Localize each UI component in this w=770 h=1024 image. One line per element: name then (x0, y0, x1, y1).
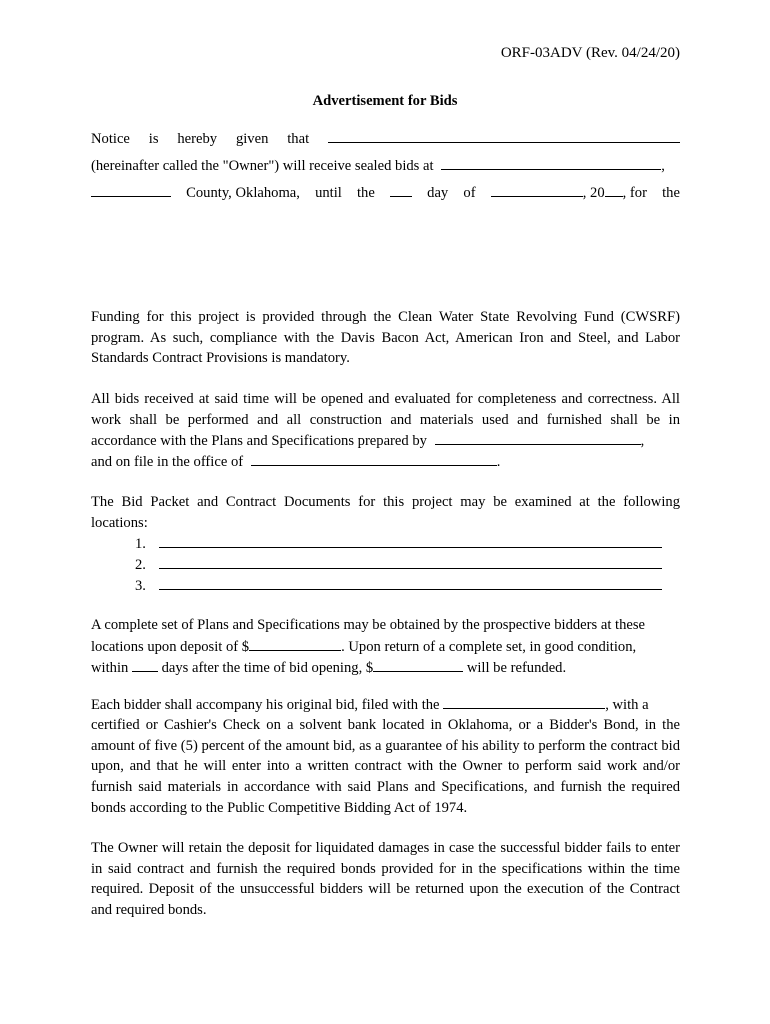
bids-paragraph (91, 389, 680, 452)
location-2-blank[interactable] (159, 554, 662, 569)
notice-line-3 (91, 182, 680, 202)
location-number: 3. (135, 578, 146, 594)
location-1-blank[interactable] (159, 533, 662, 548)
year-prefix: , 20 (582, 185, 605, 201)
day-text: day (427, 185, 449, 201)
refund-text: will be refunded. (466, 660, 567, 676)
deposit-paragraph: The Owner will retain the deposit for liquidated damages in case the successful bidder fails to enter in said contract and furnish the required bonds provided for in the specifications within the time required. Deposit of the unsuccessful bidders will be returned upon the execution of the Contract and required bonds. (91, 840, 680, 919)
day-blank[interactable] (390, 182, 412, 197)
bidder-line-1 (91, 694, 680, 714)
bidder-text-2: , with a (605, 697, 649, 713)
owner-name-blank[interactable] (328, 128, 680, 143)
county-blank[interactable] (91, 182, 171, 197)
days-text: days after the time of bid opening, $ (161, 660, 374, 676)
notice-line-1 (91, 128, 680, 148)
notice-owner-text: (hereinafter called the "Owner") will receive sealed bids at (91, 158, 434, 174)
location-item (135, 554, 662, 575)
location-item (135, 533, 662, 554)
location-number: 2. (135, 557, 146, 573)
office-text: and on file in the office of (91, 454, 244, 470)
month-blank[interactable] (491, 182, 583, 197)
funding-paragraph: Funding for this project is provided through the Clean Water State Revolving Fund (CWSRF) program. As such, compliance with the Davis Bacon Act, American Iron and Steel, and Labor Standards Contract Provisions is mandatory. (91, 309, 680, 367)
plans-line-2 (91, 636, 680, 656)
notice-word: hereby (177, 131, 218, 147)
form-identifier: ORF-03ADV (Rev. 04/24/20) (500, 45, 680, 61)
location-3-blank[interactable] (159, 575, 662, 590)
office-blank[interactable] (251, 451, 497, 466)
of-text: of (463, 185, 476, 201)
location-number: 1. (135, 536, 146, 552)
the-text: the (357, 185, 375, 201)
days-blank[interactable] (132, 657, 158, 672)
plans-text-1: A complete set of Plans and Specifications may be obtained by the prospective bidders at these (91, 617, 646, 633)
notice-line-2 (91, 155, 680, 175)
notice-word: Notice (91, 131, 130, 147)
deposit-text: locations upon deposit of $ (91, 639, 250, 655)
refund-amount-blank[interactable] (373, 657, 463, 672)
filed-with-blank[interactable] (443, 694, 605, 709)
for-text: , for (622, 185, 647, 201)
plans-line-3 (91, 657, 680, 677)
notice-word: given (235, 131, 269, 147)
prepared-by-blank[interactable] (435, 430, 641, 445)
the-text-2: the (662, 185, 680, 201)
notice-comma: , (661, 158, 665, 174)
bidder-paragraph: certified or Cashier's Check on a solvent bank located in Oklahoma, or a Bidder's Bond, in the amount of five (5) percent of the amount bid, as a guarantee of his ability to perform the contract bid upon, and that he will enter into a written contract with the Owner to perform said work and/or furnish said materials in accordance with said Plans and Specifications, and furnish the required bonds according to the Public Competitive Bidding Act of 1974. (91, 717, 680, 816)
document-title: Advertisement for Bids (312, 93, 458, 109)
until-text: until (315, 185, 342, 201)
county-text: County, Oklahoma, (186, 185, 300, 201)
bids-text: All bids received at said time will be opened and evaluated for completeness and correctness. All work shall be performed and all construction and materials used and furnished shall be in accordance with the Plans and Specifications prepared by (91, 391, 680, 450)
packet-paragraph: The Bid Packet and Contract Documents for this project may be examined at the following locations: (91, 494, 680, 531)
within-text: within (91, 660, 129, 676)
notice-word: that (287, 131, 310, 147)
office-line (91, 451, 680, 471)
bid-location-blank[interactable] (441, 155, 661, 170)
notice-word: is (148, 131, 159, 147)
return-text: . Upon return of a complete set, in good condition, (341, 639, 637, 655)
plans-line-1 (91, 615, 680, 635)
location-item (135, 575, 662, 596)
bids-comma: , (640, 433, 645, 450)
office-period: . (496, 454, 501, 470)
year-blank[interactable] (605, 182, 623, 197)
bidder-text-1: Each bidder shall accompany his original bid, filed with the (91, 697, 440, 713)
deposit-amount-blank[interactable] (249, 636, 341, 651)
